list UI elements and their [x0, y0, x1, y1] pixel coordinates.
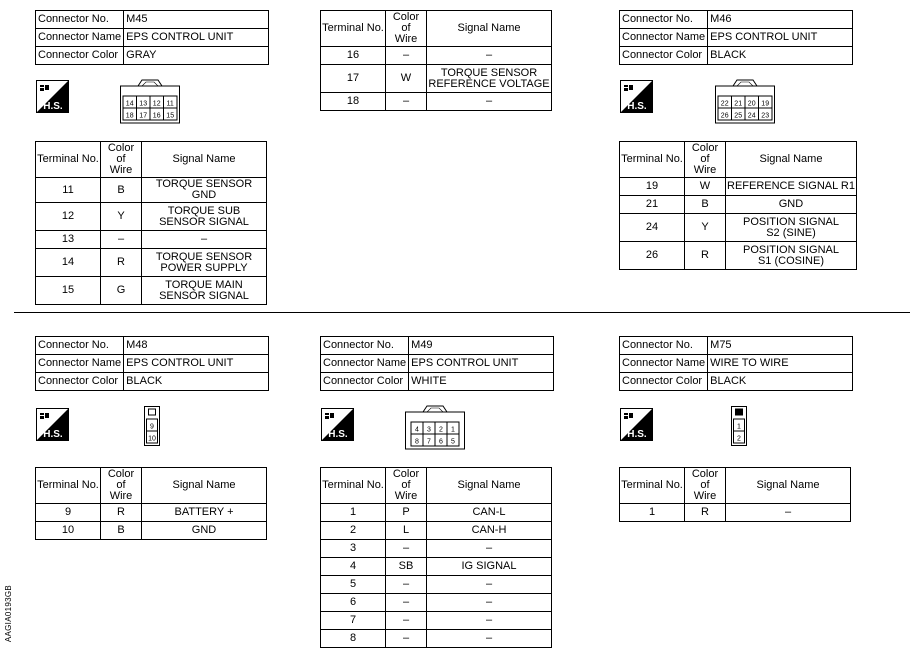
connector-color-value: BLACK — [124, 373, 269, 391]
pin-label: 4 — [415, 426, 419, 434]
header-color-of-wire: Color of Wire — [101, 468, 142, 504]
section-divider — [14, 312, 910, 313]
pin-label: 17 — [139, 112, 148, 120]
table-row: 1 R – — [620, 504, 851, 522]
connector-no-value: M49 — [409, 337, 554, 355]
table-row: 10 B GND — [36, 522, 267, 540]
connector-face-m45 — [120, 78, 180, 129]
label-connector-color: Connector Color — [620, 47, 708, 65]
label-connector-name: Connector Name — [620, 355, 708, 373]
table-row: 16 – – — [321, 47, 552, 65]
connector-info-m48 — [35, 336, 269, 391]
harness-side-icon — [36, 80, 69, 113]
label-connector-name: Connector Name — [620, 29, 708, 47]
pin-label: 14 — [125, 100, 134, 108]
table-row: 6 – – — [321, 594, 552, 612]
pin-label: 1 — [451, 426, 455, 434]
pin-label: 9 — [150, 423, 154, 431]
pin-label: 22 — [720, 100, 729, 108]
connector-name-value: EPS CONTROL UNIT — [708, 29, 853, 47]
harness-side-icon — [620, 408, 653, 441]
header-color-of-wire: Color of Wire — [101, 142, 142, 178]
table-row: 12 Y TORQUE SUB SENSOR SIGNAL — [36, 203, 267, 231]
pin-label: 19 — [761, 100, 770, 108]
pin-label: 20 — [747, 100, 756, 108]
connector-name-value: EPS CONTROL UNIT — [124, 29, 269, 47]
connector-info-m75 — [619, 336, 853, 391]
terminal-table-m49 — [320, 467, 552, 648]
table-row: 1 P CAN-L — [321, 504, 552, 522]
header-signal-name: Signal Name — [427, 11, 552, 47]
pin-label: 21 — [734, 100, 743, 108]
pin-label: 24 — [747, 112, 756, 120]
connector-name-value: EPS CONTROL UNIT — [124, 355, 269, 373]
table-row: 24 Y POSITION SIGNAL S2 (SINE) — [620, 214, 857, 242]
connector-info-m49 — [320, 336, 554, 391]
connector-face-m49 — [405, 404, 465, 455]
table-row: 11 B TORQUE SENSOR GND — [36, 178, 267, 203]
label-connector-color: Connector Color — [620, 373, 708, 391]
connector-no-value: M48 — [124, 337, 269, 355]
connector-face-m48 — [144, 406, 160, 451]
terminal-table-m46 — [619, 141, 857, 270]
pin-label: 1 — [737, 423, 741, 431]
label-connector-no: Connector No. — [620, 337, 708, 355]
label-connector-no: Connector No. — [36, 11, 124, 29]
table-row: 14 R TORQUE SENSOR POWER SUPPLY — [36, 249, 267, 277]
harness-side-icon — [36, 408, 69, 441]
header-color-of-wire: Color of Wire — [685, 142, 726, 178]
label-connector-name: Connector Name — [36, 29, 124, 47]
connector-name-value: WIRE TO WIRE — [708, 355, 853, 373]
header-signal-name: Signal Name — [726, 468, 851, 504]
table-row: 17 W TORQUE SENSOR REFERENCE VOLTAGE — [321, 65, 552, 93]
header-terminal-no: Terminal No. — [36, 468, 101, 504]
label-connector-color: Connector Color — [36, 47, 124, 65]
connector-face-m75 — [731, 406, 747, 451]
table-row: 9 R BATTERY + — [36, 504, 267, 522]
table-row: 3 – – — [321, 540, 552, 558]
header-signal-name: Signal Name — [726, 142, 857, 178]
hs-label: H.S. — [627, 429, 647, 440]
header-terminal-no: Terminal No. — [620, 468, 685, 504]
pin-label: 2 — [737, 435, 741, 443]
label-connector-name: Connector Name — [321, 355, 409, 373]
table-row: 7 – – — [321, 612, 552, 630]
connector-color-value: GRAY — [124, 47, 269, 65]
pin-label: 8 — [415, 438, 419, 446]
hs-label: H.S. — [43, 101, 63, 112]
header-terminal-no: Terminal No. — [321, 11, 386, 47]
pin-label: 5 — [451, 438, 455, 446]
label-connector-no: Connector No. — [620, 11, 708, 29]
table-row: 5 – – — [321, 576, 552, 594]
connector-color-value: WHITE — [409, 373, 554, 391]
table-row: 4 SB IG SIGNAL — [321, 558, 552, 576]
pin-label: 2 — [439, 426, 443, 434]
connector-no-value: M45 — [124, 11, 269, 29]
table-row: 26 R POSITION SIGNAL S1 (COSINE) — [620, 242, 857, 270]
table-row: 21 B GND — [620, 196, 857, 214]
terminal-table-m45-continued — [320, 10, 552, 111]
hs-label: H.S. — [627, 101, 647, 112]
terminal-table-m45 — [35, 141, 267, 305]
label-connector-color: Connector Color — [321, 373, 409, 391]
connector-name-value: EPS CONTROL UNIT — [409, 355, 554, 373]
hs-label: H.S. — [43, 429, 63, 440]
harness-side-icon — [321, 408, 354, 441]
connector-color-value: BLACK — [708, 373, 853, 391]
connector-info-m45 — [35, 10, 269, 65]
connector-no-value: M46 — [708, 11, 853, 29]
pin-label: 6 — [439, 438, 443, 446]
table-row: 19 W REFERENCE SIGNAL R1 — [620, 178, 857, 196]
pin-label: 16 — [152, 112, 161, 120]
header-color-of-wire: Color of Wire — [386, 11, 427, 47]
header-signal-name: Signal Name — [427, 468, 552, 504]
table-row: 13 – – — [36, 231, 267, 249]
table-row: 18 – – — [321, 93, 552, 111]
connector-color-value: BLACK — [708, 47, 853, 65]
connector-no-value: M75 — [708, 337, 853, 355]
connector-info-m46 — [619, 10, 853, 65]
pin-label: 13 — [139, 100, 148, 108]
pin-label: 7 — [427, 438, 431, 446]
pin-label: 18 — [125, 112, 134, 120]
pin-label: 25 — [734, 112, 743, 120]
header-signal-name: Signal Name — [142, 142, 267, 178]
pin-label: 15 — [166, 112, 175, 120]
hs-label: H.S. — [328, 429, 348, 440]
terminal-table-m75 — [619, 467, 851, 522]
label-connector-name: Connector Name — [36, 355, 124, 373]
pin-label: 23 — [761, 112, 770, 120]
pin-label: 11 — [166, 100, 174, 108]
terminal-table-m48 — [35, 467, 267, 540]
header-color-of-wire: Color of Wire — [386, 468, 427, 504]
figure-code: AAGIA0193GB — [4, 585, 13, 643]
header-signal-name: Signal Name — [142, 468, 267, 504]
label-connector-no: Connector No. — [36, 337, 124, 355]
header-terminal-no: Terminal No. — [36, 142, 101, 178]
harness-side-icon — [620, 80, 653, 113]
connector-face-m46 — [715, 78, 775, 129]
table-row: 15 G TORQUE MAIN SENSOR SIGNAL — [36, 277, 267, 305]
table-row: 2 L CAN-H — [321, 522, 552, 540]
header-terminal-no: Terminal No. — [321, 468, 386, 504]
pin-label: 12 — [152, 100, 161, 108]
header-terminal-no: Terminal No. — [620, 142, 685, 178]
pin-label: 3 — [427, 426, 431, 434]
label-connector-color: Connector Color — [36, 373, 124, 391]
header-color-of-wire: Color of Wire — [685, 468, 726, 504]
label-connector-no: Connector No. — [321, 337, 409, 355]
table-row: 8 – – — [321, 630, 552, 648]
pin-label: 10 — [148, 435, 156, 443]
pin-label: 26 — [720, 112, 729, 120]
